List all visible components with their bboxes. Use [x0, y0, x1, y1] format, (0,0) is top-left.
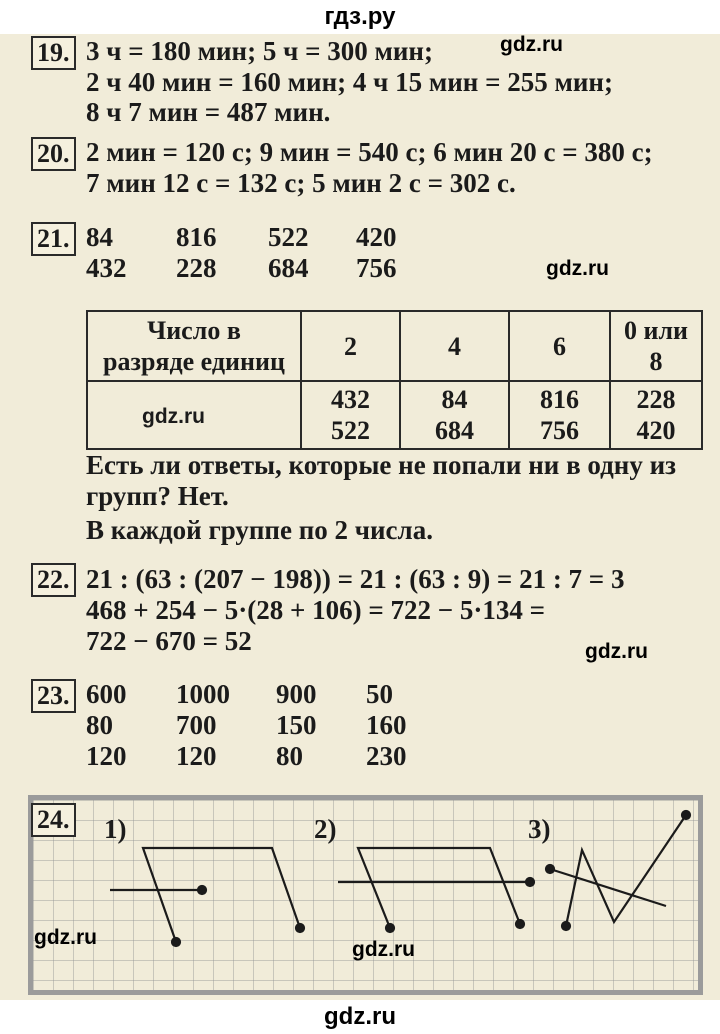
task-23-number: 23.: [31, 679, 76, 713]
drawing-2-point: [516, 920, 524, 928]
task-22-line-3: 722 − 670 = 52: [86, 626, 252, 656]
drawing-1-point: [198, 886, 206, 894]
task-23-value: 230: [366, 741, 407, 771]
task-22-line-1: 21 : (63 : (207 − 198)) = 21 : (63 : 9) = 21 : 7 = 3: [86, 564, 625, 594]
watermark: gdz.ru: [585, 640, 648, 663]
drawing-3-point: [546, 865, 554, 873]
task-21-question-2: групп? Нет.: [86, 481, 229, 511]
drawing-3-polyline: [566, 815, 686, 926]
drawing-1-point: [296, 924, 304, 932]
table-header-2: 2: [301, 311, 400, 381]
task-20-number: 20.: [31, 137, 76, 171]
task-23-value: 900: [276, 679, 317, 709]
task-23-value: 600: [86, 679, 127, 709]
drawing-2-point: [386, 924, 394, 932]
drawing-3-point: [562, 922, 570, 930]
task-21-value: 756: [356, 253, 397, 283]
drawing-2-point: [526, 878, 534, 886]
task-22-line-2: 468 + 254 − 5·(28 + 106) = 722 − 5·134 =: [86, 595, 546, 625]
table-header-label-line-1: Число в: [147, 316, 241, 345]
table-value: 684: [435, 416, 474, 445]
task-23-value: 150: [276, 710, 317, 740]
task-22-number: 22.: [31, 563, 76, 597]
watermark: gdz.ru: [142, 404, 205, 428]
task-23-value: 120: [86, 741, 127, 771]
table-header-label-line-2: разряде единиц: [103, 347, 285, 376]
task-19-number: 19.: [31, 36, 76, 70]
task-19-line-2: 2 ч 40 мин = 160 мин; 4 ч 15 мин = 255 мин;: [86, 67, 613, 97]
site-footer: gdz.ru: [0, 1000, 720, 1034]
watermark: gdz.ru: [352, 938, 415, 961]
task-20-line-1: 2 мин = 120 с; 9 мин = 540 с; 6 мин 20 с = 380 с;: [86, 137, 653, 167]
task-21-number: 21.: [31, 222, 76, 256]
drawing-2-polyline: [358, 848, 520, 928]
task-21-value: 84: [86, 222, 113, 252]
task-21-value: 522: [268, 222, 309, 252]
watermark: gdz.ru: [546, 257, 609, 280]
task-24-label-2: 2): [314, 814, 337, 844]
task-23-value: 160: [366, 710, 407, 740]
task-23-value: 50: [366, 679, 393, 709]
task-21-conclusion: В каждой группе по 2 числа.: [86, 515, 433, 545]
task-21-value: 684: [268, 253, 309, 283]
table-value: 228: [636, 385, 676, 414]
task-21-value: 228: [176, 253, 217, 283]
drawing-3-point: [682, 811, 690, 819]
task-19-line-3: 8 ч 7 мин = 487 мин.: [86, 97, 331, 127]
table-value: 420: [636, 416, 676, 445]
task-19-line-1: 3 ч = 180 мин; 5 ч = 300 мин;: [86, 36, 433, 66]
watermark: gdz.ru: [34, 926, 97, 949]
task-24-label-3: 3): [528, 814, 551, 844]
table-header-0-or-8-line-1: 0 или: [623, 316, 689, 345]
drawing-1-point: [172, 938, 180, 946]
task-24-number: 24.: [31, 803, 76, 837]
task-20-line-2: 7 мин 12 с = 132 с; 5 мин 2 с = 302 с.: [86, 168, 516, 198]
table-value: 756: [540, 416, 579, 445]
task-23-value: 80: [86, 710, 113, 740]
watermark: gdz.ru: [500, 33, 563, 56]
task-21-value: 420: [356, 222, 397, 252]
task-23-value: 1000: [176, 679, 230, 709]
site-header: гдз.ру: [0, 0, 720, 34]
task-23-value: 120: [176, 741, 217, 771]
drawing-3-line: [550, 869, 666, 906]
task-21-value: 816: [176, 222, 217, 252]
task-23-value: 700: [176, 710, 217, 740]
task-21-value: 432: [86, 253, 127, 283]
table-header-0-or-8-line-2: 8: [649, 347, 663, 376]
table-value: 816: [540, 385, 579, 414]
task-23-value: 80: [276, 741, 303, 771]
task-21-question-1: Есть ли ответы, которые не попали ни в одну из: [86, 450, 677, 480]
task-24-label-1: 1): [104, 814, 127, 844]
table-value: 432: [331, 385, 370, 414]
table-header-4: 4: [400, 311, 509, 381]
table-value: 522: [331, 416, 370, 445]
drawing-1-polyline: [143, 848, 300, 942]
table-value: 84: [441, 385, 468, 414]
table-header-6: 6: [509, 311, 610, 381]
